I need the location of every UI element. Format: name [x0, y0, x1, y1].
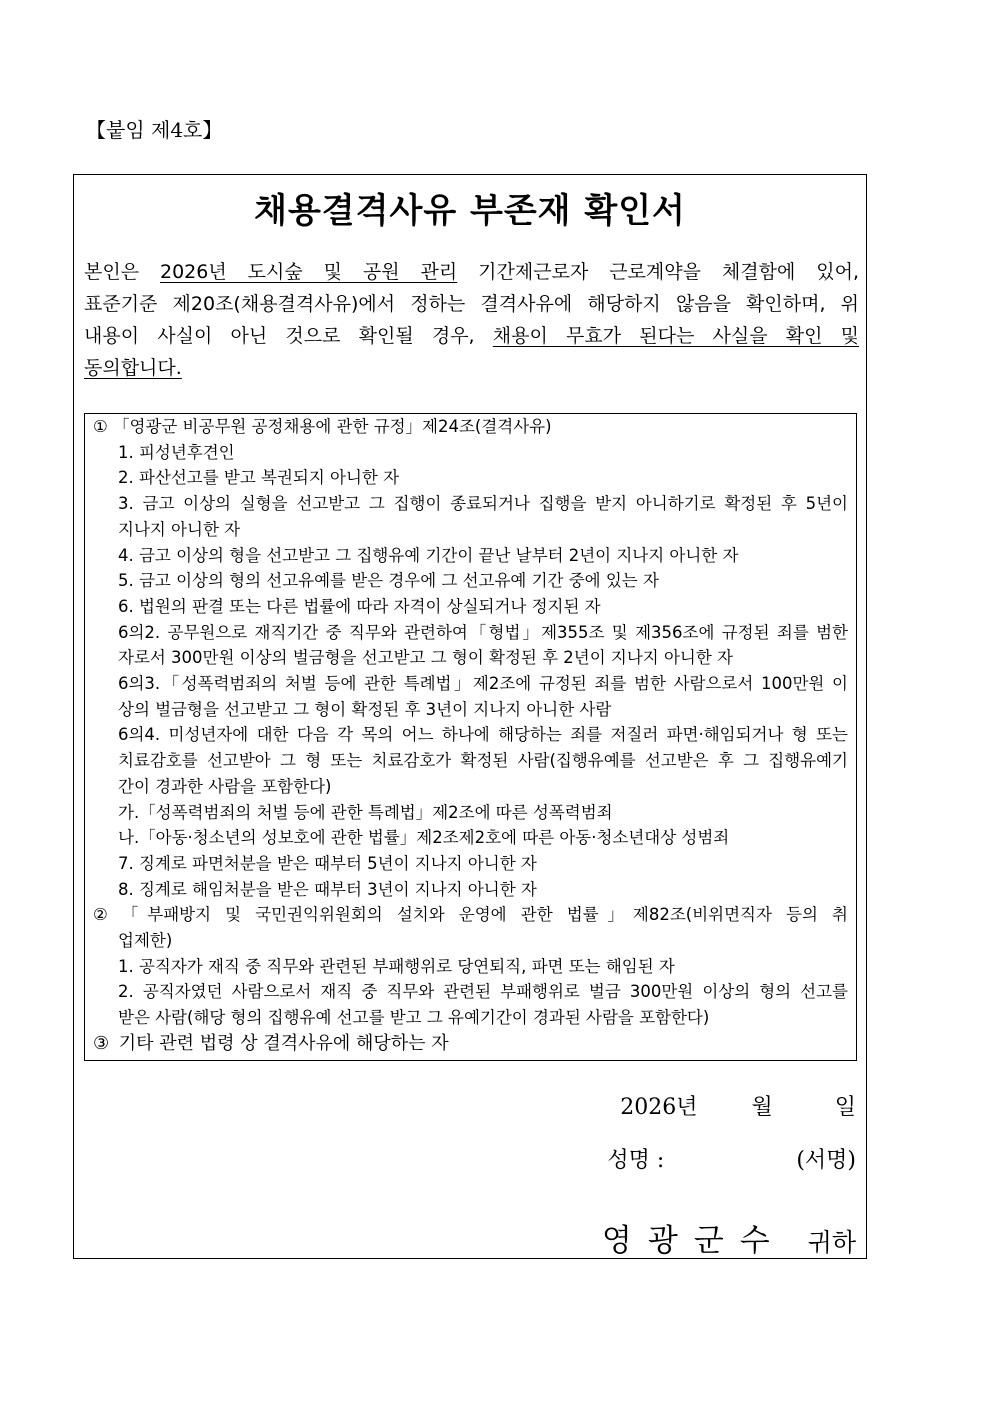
intro-text: 기간제근로자 근로계약을 체결함에 있어,: [457, 261, 860, 283]
criteria-item: 2. 파산선고를 받고 복권되지 아니한 자: [118, 468, 400, 488]
criteria-item: 2. 공직자였던 사람으로서 재직 중 직무와 관련된 부패행위로 벌금 300만원 이상의 형의 선고를: [118, 982, 848, 1002]
section-mark: ③: [93, 1032, 110, 1054]
criteria-item-cont: 간이 경과한 사람을 포함한다): [118, 776, 332, 796]
date-year: 2026년: [620, 1095, 698, 1120]
section-2-title: [93, 902, 848, 928]
criteria-item: 5. 금고 이상의 형의 선고유예를 받은 경우에 그 선고유예 기간 중에 있는 자: [118, 571, 659, 591]
criteria-item: 4. 금고 이상의 형을 선고받고 그 집행유예 기간이 끝난 날부터 2년이 지나지 아니한 자: [118, 545, 739, 565]
consent-text: 채용이 무효가 된다는 사실을 확인 및: [492, 325, 859, 347]
criteria-item: 1. 공직자가 재직 중 직무와 관련된 부패행위로 당연퇴직, 파면 또는 해임된 자: [118, 956, 675, 976]
criteria-item: 6의3.「성폭력범죄의 처벌 등에 관한 특례법」제2조에 규정된 죄를 범한 사람으로서 100만원 이: [118, 674, 848, 694]
intro-line-4: [84, 352, 859, 384]
confirmation-form: [73, 174, 867, 1259]
consent-text-end: 동의합니다.: [84, 357, 182, 379]
criteria-item-cont: 지나지 아니한 자: [118, 519, 241, 539]
criteria-item: 6. 법원의 판결 또는 다른 법률에 따라 자격이 상실되거나 정지된 자: [118, 596, 601, 616]
section-title-text: 「영광군 비공무원 공정채용에 관한 규정」제24조(결격사유): [113, 417, 552, 436]
criteria-item-cont: 치료감호를 선고받아 그 형 또는 치료감호가 확정된 사람(집행유예를 선고받은 후 그 집행유예기: [118, 751, 848, 771]
criteria-item: 6의2. 공무원으로 재직기간 중 직무와 관련하여「형법」제355조 및 제356조에 규정된 죄를 범한: [118, 622, 848, 642]
criteria-item: 7. 징계로 파면처분을 받은 때부터 5년이 지나지 아니한 자: [118, 853, 537, 873]
recipient-line: [602, 1215, 856, 1260]
recipient-honorific: 귀하: [807, 1228, 856, 1257]
section-title-text: 기타 관련 법령 상 결격사유에 해당하는 자: [118, 1032, 449, 1054]
project-name: 2026년 도시숲 및 공원 관리: [160, 261, 458, 283]
intro-text: 내용이 사실이 아닌 것으로 확인될 경우,: [84, 325, 493, 347]
criteria-item: 6의4. 미성년자에 대한 다음 각 목의 어느 하나에 해당하는 죄를 저질러 파면·해임되거나 형 또는: [118, 725, 848, 745]
intro-text: 본인은: [84, 261, 160, 283]
criteria-subitem: 가.「성폭력범죄의 처벌 등에 관한 특례법」제2조에 따른 성폭력범죄: [118, 802, 613, 822]
date-day: 일: [834, 1095, 856, 1120]
intro-paragraph: [84, 256, 859, 384]
section-2-title-cont: 업제한): [118, 931, 173, 951]
signature-line: [607, 1143, 856, 1174]
disqualification-criteria-box: [84, 413, 857, 1061]
criteria-item-cont: 받은 사람(해당 형의 집행유예 선고를 받고 그 유예기간이 경과된 사람을 포함한다): [118, 1008, 710, 1028]
intro-line-1: [84, 256, 859, 288]
name-label: 성명 :: [607, 1148, 665, 1173]
criteria-item: 8. 징계로 해임처분을 받은 때부터 3년이 지나지 아니한 자: [118, 879, 537, 899]
section-title-text: 「부패방지 및 국민권익위원회의 설치와 운영에 관한 법률」제82조(비위면직자 등의 취: [113, 905, 848, 925]
recipient-name: 영광군수: [601, 1223, 786, 1259]
criteria-item: 1. 피성년후견인: [118, 442, 235, 462]
intro-line-2: 표준기준 제20조(채용결격사유)에서 정하는 결격사유에 해당하지 않음을 확인하며, 위: [84, 293, 859, 315]
section-3-title: [93, 1031, 848, 1057]
criteria-item-cont: 상의 벌금형을 선고받고 그 형이 확정된 후 3년이 지나지 아니한 사람: [118, 699, 612, 719]
intro-line-3: [84, 320, 859, 352]
signature-mark: (서명): [796, 1148, 856, 1173]
date-month: 월: [751, 1095, 773, 1120]
section-mark: ①: [93, 417, 108, 436]
criteria-item-cont: 자로서 300만원 이상의 벌금형을 선고받고 그 형이 확정된 후 2년이 지나지 아니한 자: [118, 648, 733, 668]
criteria-subitem: 나.「아동·청소년의 성보호에 관한 법률」제2조제2호에 따른 아동·청소년대상 성범죄: [118, 828, 730, 848]
criteria-item: 3. 금고 이상의 실형을 선고받고 그 집행이 종료되거나 집행을 받지 아니하기로 확정된 후 5년이: [118, 494, 848, 514]
attachment-label: 【붙임 제4호】: [86, 118, 223, 142]
date-line: [620, 1090, 856, 1121]
section-mark: ②: [93, 905, 108, 925]
document-title: 채용결격사유 부존재 확인서: [254, 191, 686, 231]
section-1-title: [93, 414, 848, 440]
